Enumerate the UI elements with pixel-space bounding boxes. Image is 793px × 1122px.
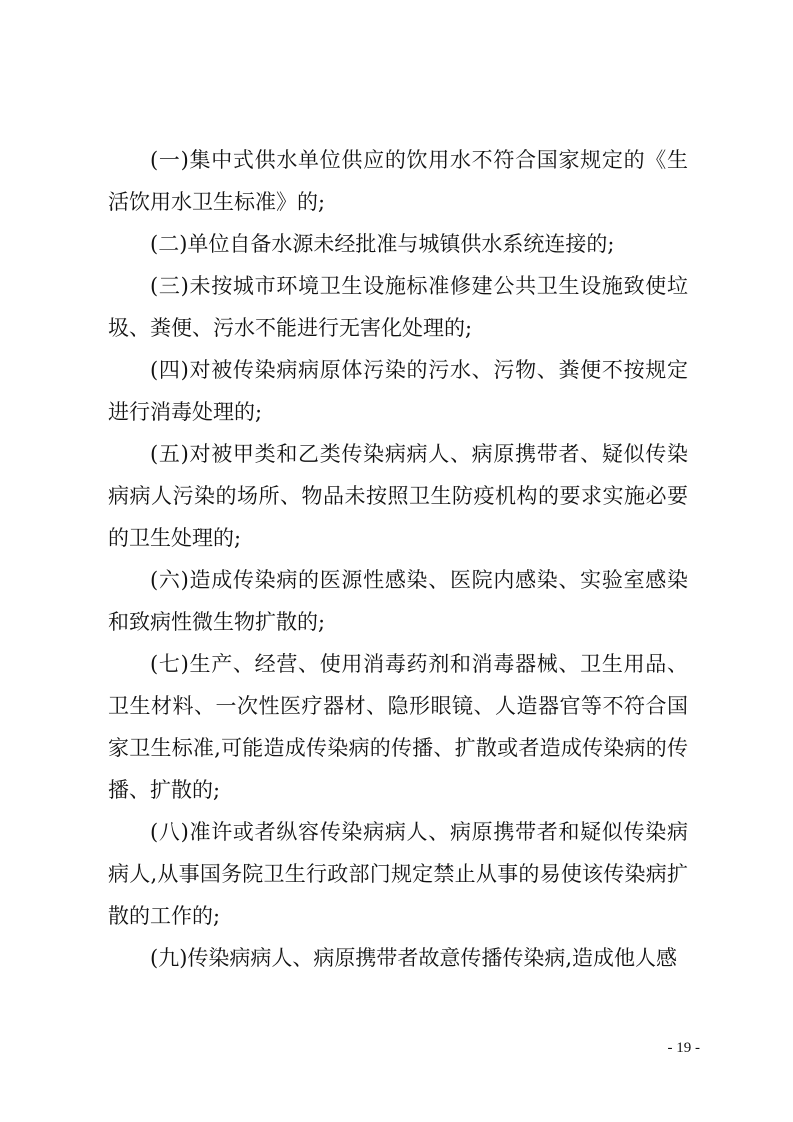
paragraph-item-5: (五)对被甲类和乙类传染病病人、病原携带者、疑似传染病病人污染的场所、物品未按照卫生防疫机构的要求实施必要的卫生处理的; [108, 442, 688, 550]
paragraph-item-3: (三)未按城市环境卫生设施标准修建公共卫生设施致使垃圾、粪便、污水不能进行无害化处理的; [108, 274, 688, 340]
paragraph-item-9: (九)传染病病人、病原携带者故意传播传染病,造成他人感 [150, 946, 678, 970]
paragraph-item-7: (七)生产、经营、使用消毒药剂和消毒器械、卫生用品、卫生材料、一次性医疗器材、隐形眼镜、人造器官等不符合国家卫生标准,可能造成传染病的传播、扩散或者造成传染病的传播、扩散的; [108, 652, 688, 802]
paragraph-item-6: (六)造成传染病的医源性感染、医院内感染、实验室感染和致病性微生物扩散的; [108, 568, 688, 634]
paragraph-item-8: (八)准许或者纵容传染病病人、病原携带者和疑似传染病病人,从事国务院卫生行政部门规定禁止从事的易使该传染病扩散的工作的; [108, 820, 688, 928]
paragraph-item-2: (二)单位自备水源未经批准与城镇供水系统连接的; [150, 232, 615, 256]
page-number: - 19 - [667, 1040, 700, 1056]
document-body [108, 139, 688, 979]
paragraph-item-4: (四)对被传染病病原体污染的污水、污物、粪便不按规定进行消毒处理的; [108, 358, 688, 424]
paragraph-item-1: (一)集中式供水单位供应的饮用水不符合国家规定的《生活饮用水卫生标准》的; [108, 148, 688, 214]
